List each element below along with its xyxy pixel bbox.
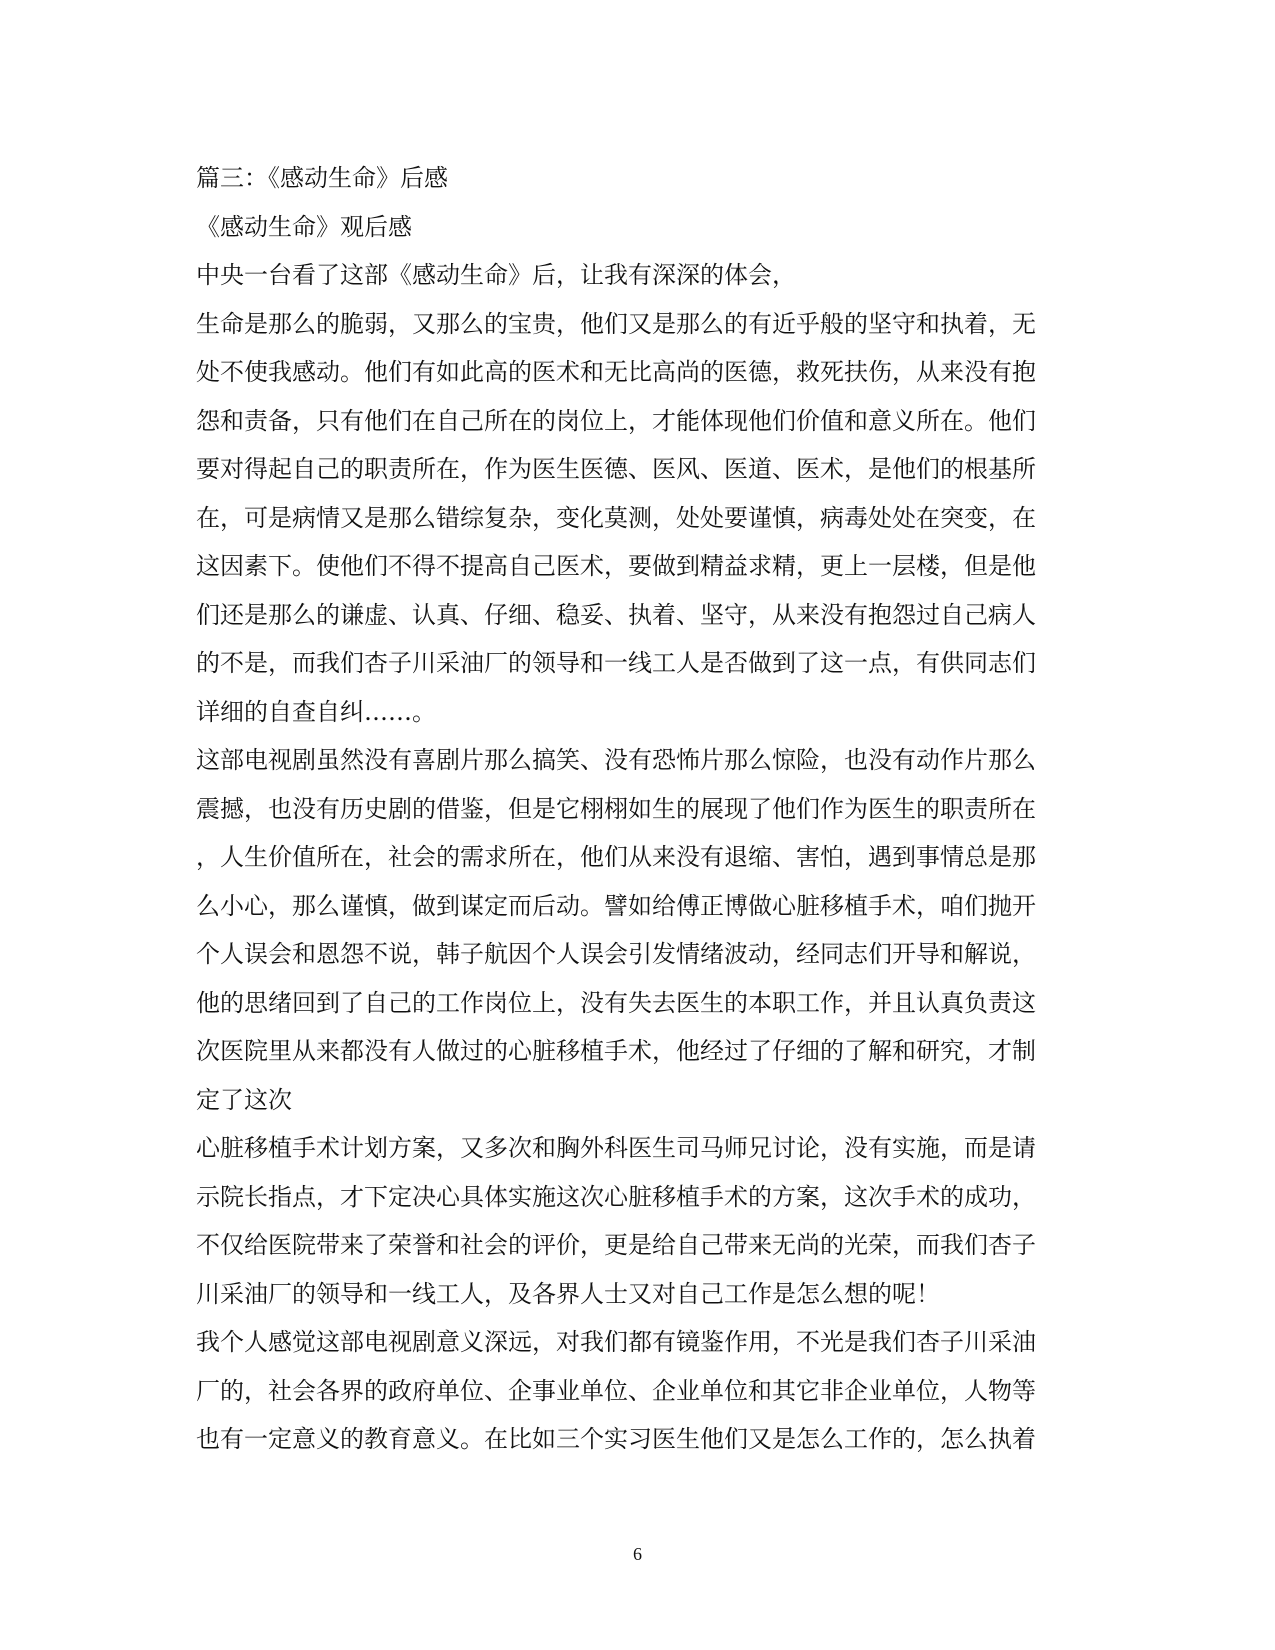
text-line: 心脏移植手术计划方案，又多次和胸外科医生司马师兄讨论，没有实施，而是请 xyxy=(196,1134,1036,1162)
text-line: 我个人感觉这部电视剧意义深远，对我们都有镜鉴作用，不光是我们杏子川采油 xyxy=(196,1328,1036,1356)
document-body xyxy=(196,154,1076,1464)
text-line: 个人误会和恩怨不说，韩子航因个人误会引发情绪波动，经同志们开导和解说， xyxy=(196,940,1036,968)
text-line: 不仅给医院带来了荣誉和社会的评价，更是给自己带来无尚的光荣，而我们杏子 xyxy=(196,1231,1036,1259)
text-line: 定了这次 xyxy=(196,1085,292,1114)
text-line: 次医院里从来都没有人做过的心脏移植手术，他经过了仔细的了解和研究，才制 xyxy=(196,1037,1036,1065)
text-line: 怨和责备，只有他们在自己所在的岗位上，才能体现他们价值和意义所在。他们 xyxy=(196,406,1036,435)
page-number: 6 xyxy=(633,1544,642,1564)
text-line: 要对得起自己的职责所在，作为医生医德、医风、医道、医术，是他们的根基所 xyxy=(196,455,1036,483)
text-line: ，人生价值所在，社会的需求所在，他们从来没有退缩、害怕，遇到事情总是那 xyxy=(196,843,1036,871)
text-line: 震撼，也没有历史剧的借鉴，但是它栩栩如生的展现了他们作为医生的职责所在 xyxy=(196,794,1036,823)
text-line: 处不使我感动。他们有如此高的医术和无比高尚的医德，救死扶伤，从来没有抱 xyxy=(196,358,1036,386)
paragraph-lines xyxy=(196,251,1076,1464)
text-line: 他的思绪回到了自己的工作岗位上，没有失去医生的本职工作，并且认真负责这 xyxy=(196,988,1036,1017)
text-line: 川采油厂的领导和一线工人，及各界人士又对自己工作是怎么想的呢！ xyxy=(196,1279,940,1308)
text-line: 么小心，那么谨慎，做到谋定而后动。譬如给傅正博做心脏移植手术，咱们抛开 xyxy=(196,891,1036,920)
text-line: 在，可是病情又是那么错综复杂，变化莫测，处处要谨慎，病毒处处在突变，在 xyxy=(196,503,1036,532)
text-line: 厂的，社会各界的政府单位、企事业单位、企业单位和其它非企业单位，人物等 xyxy=(196,1376,1036,1405)
document-subtitle: 《感动生命》观后感 xyxy=(196,212,412,241)
text-line: 中央一台看了这部《感动生命》后，让我有深深的体会， xyxy=(196,261,796,289)
text-line: 的不是，而我们杏子川采油厂的领导和一线工人是否做到了这一点，有供同志们 xyxy=(196,649,1036,677)
text-line: 示院长指点，才下定决心具体实施这次心脏移植手术的方案，这次手术的成功， xyxy=(196,1182,1036,1211)
text-line: 也有一定意义的教育意义。在比如三个实习医生他们又是怎么工作的，怎么执着 xyxy=(196,1425,1036,1453)
text-line: 们还是那么的谦虚、认真、仔细、稳妥、执着、坚守，从来没有抱怨过自己病人 xyxy=(196,600,1036,629)
text-line: 这因素下。使他们不得不提高自己医术，要做到精益求精，更上一层楼，但是他 xyxy=(196,552,1036,580)
section-heading: 篇三：《感动生命》后感 xyxy=(196,164,448,192)
text-line: 详细的自查自纠……。 xyxy=(196,697,436,726)
text-line: 这部电视剧虽然没有喜剧片那么搞笑、没有恐怖片那么惊险，也没有动作片那么 xyxy=(196,746,1036,774)
text-line: 生命是那么的脆弱，又那么的宝贵，他们又是那么的有近乎般的坚守和执着，无 xyxy=(196,309,1036,338)
